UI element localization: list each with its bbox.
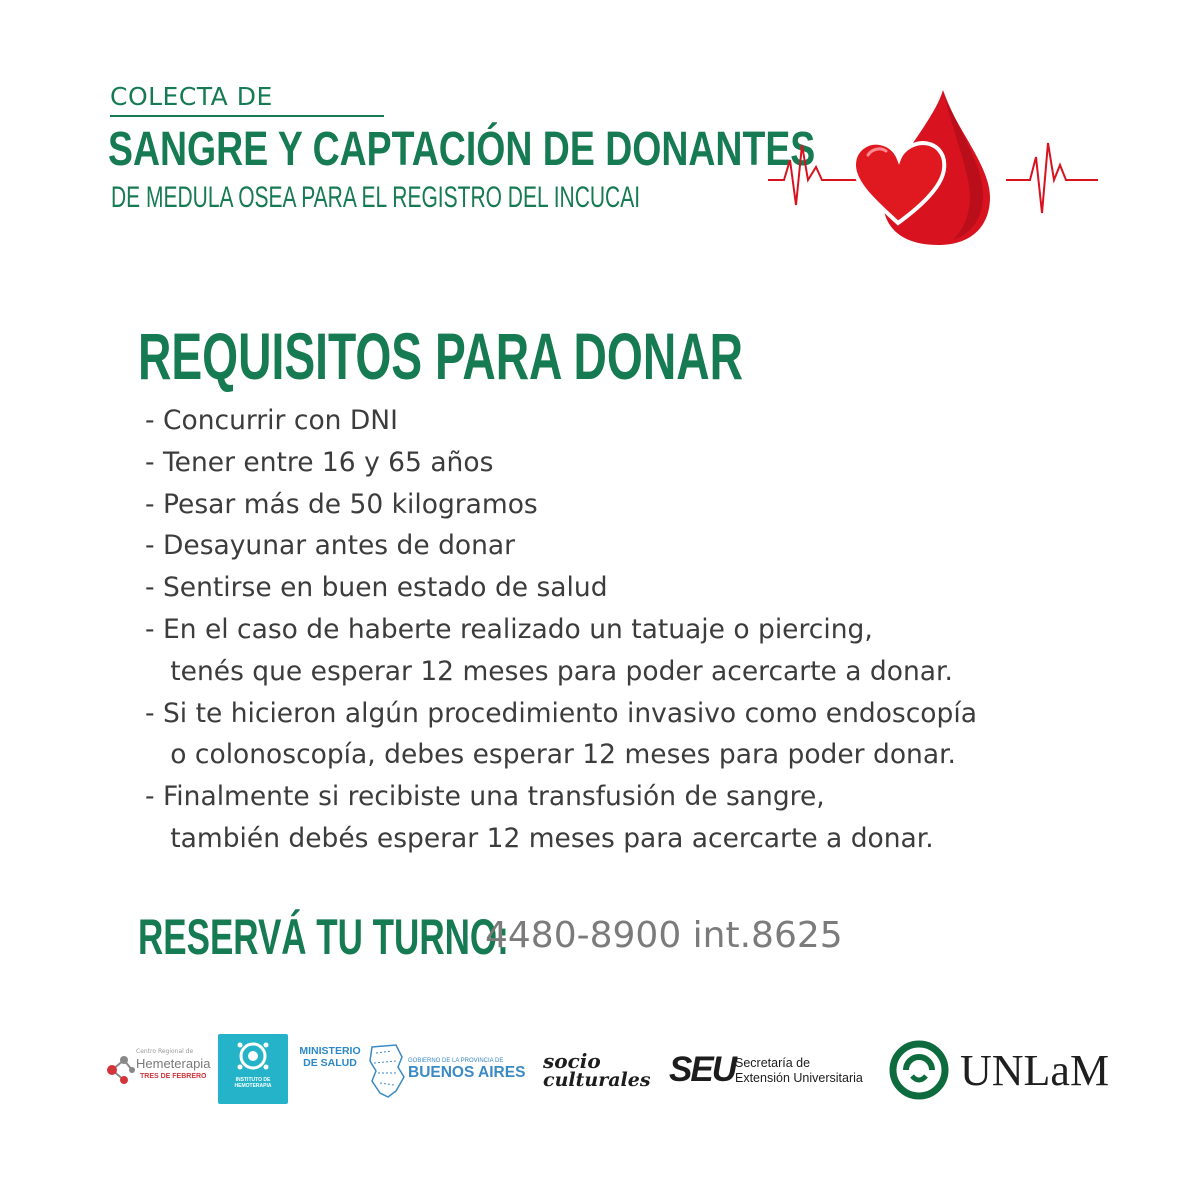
ministerio-salud-logo [298, 1045, 362, 1069]
ministerio-line1: MINISTERIO [299, 1045, 361, 1057]
requirements-title: REQUISITOS PARA DONAR [138, 319, 743, 393]
buenos-aires-small: GOBIERNO DE LA PROVINCIA DE [408, 1058, 504, 1064]
instituto-drop-icon [218, 1036, 288, 1078]
socio-line1: socio [543, 1049, 601, 1073]
unlam-logo: UNLaM [960, 1046, 1110, 1095]
hemeterapia-sub: TRES DE FEBRERO [140, 1073, 207, 1080]
blood-drop-heart-icon [768, 85, 1100, 250]
list-item: - Desayunar antes de donar [145, 530, 516, 562]
ministerio-line2: DE SALUD [303, 1057, 357, 1069]
subhead: DE MEDULA OSEA PARA EL REGISTRO DEL INCUCAI [111, 181, 641, 214]
requirements-list [145, 400, 977, 860]
seu-line2: Extensión Universitaria [735, 1071, 863, 1085]
headline: SANGRE Y CAPTACIÓN DE DONANTES [108, 123, 816, 176]
list-item: - En el caso de haberte realizado un tatuaje o piercing, [145, 613, 873, 645]
hemeterapia-top: Centro Regional de [136, 1048, 194, 1055]
seu-text [735, 1056, 863, 1086]
list-item: - Pesar más de 50 kilogramos [145, 488, 538, 520]
hemeterapia-logo [104, 1048, 214, 1093]
seu-mark: SEU [669, 1050, 735, 1089]
list-item: - Si te hicieron algún procedimiento invasivo como endoscopía [145, 697, 977, 729]
buenos-aires-logo [408, 1058, 526, 1082]
seu-line1: Secretaría de [735, 1056, 811, 1070]
list-item: también debés esperar 12 meses para acercarte a donar. [145, 822, 934, 854]
hemeterapia-molecule-icon [104, 1052, 136, 1088]
instituto-line2: HEMOTERAPIA [234, 1083, 272, 1089]
kicker-divider [110, 115, 384, 117]
instituto-line1: INSTITUTO DE [235, 1077, 271, 1083]
socio-line2: culturales [543, 1069, 651, 1091]
buenos-aires-map-icon [366, 1043, 406, 1099]
reserve-label: RESERVÁ TU TURNO: [138, 909, 509, 965]
socioculturales-logo [543, 1049, 651, 1091]
list-item: - Tener entre 16 y 65 años [145, 446, 494, 478]
buenos-aires-name: BUENOS AIRES [408, 1064, 526, 1081]
reserve-phone: 4480-8900 int.8625 [485, 915, 843, 956]
list-item: tenés que esperar 12 meses para poder acercarte a donar. [145, 655, 953, 687]
list-item: - Finalmente si recibiste una transfusión de sangre, [145, 781, 825, 813]
list-item: - Sentirse en buen estado de salud [145, 572, 608, 604]
list-item: o colonoscopía, debes esperar 12 meses para poder donar. [145, 739, 956, 771]
instituto-hemoterapia-logo [218, 1034, 288, 1104]
unlam-emblem-icon [888, 1040, 950, 1100]
list-item: - Concurrir con DNI [145, 405, 398, 436]
hemeterapia-name: Hemeterapia [136, 1056, 211, 1071]
kicker-text: COLECTA DE [110, 82, 273, 111]
